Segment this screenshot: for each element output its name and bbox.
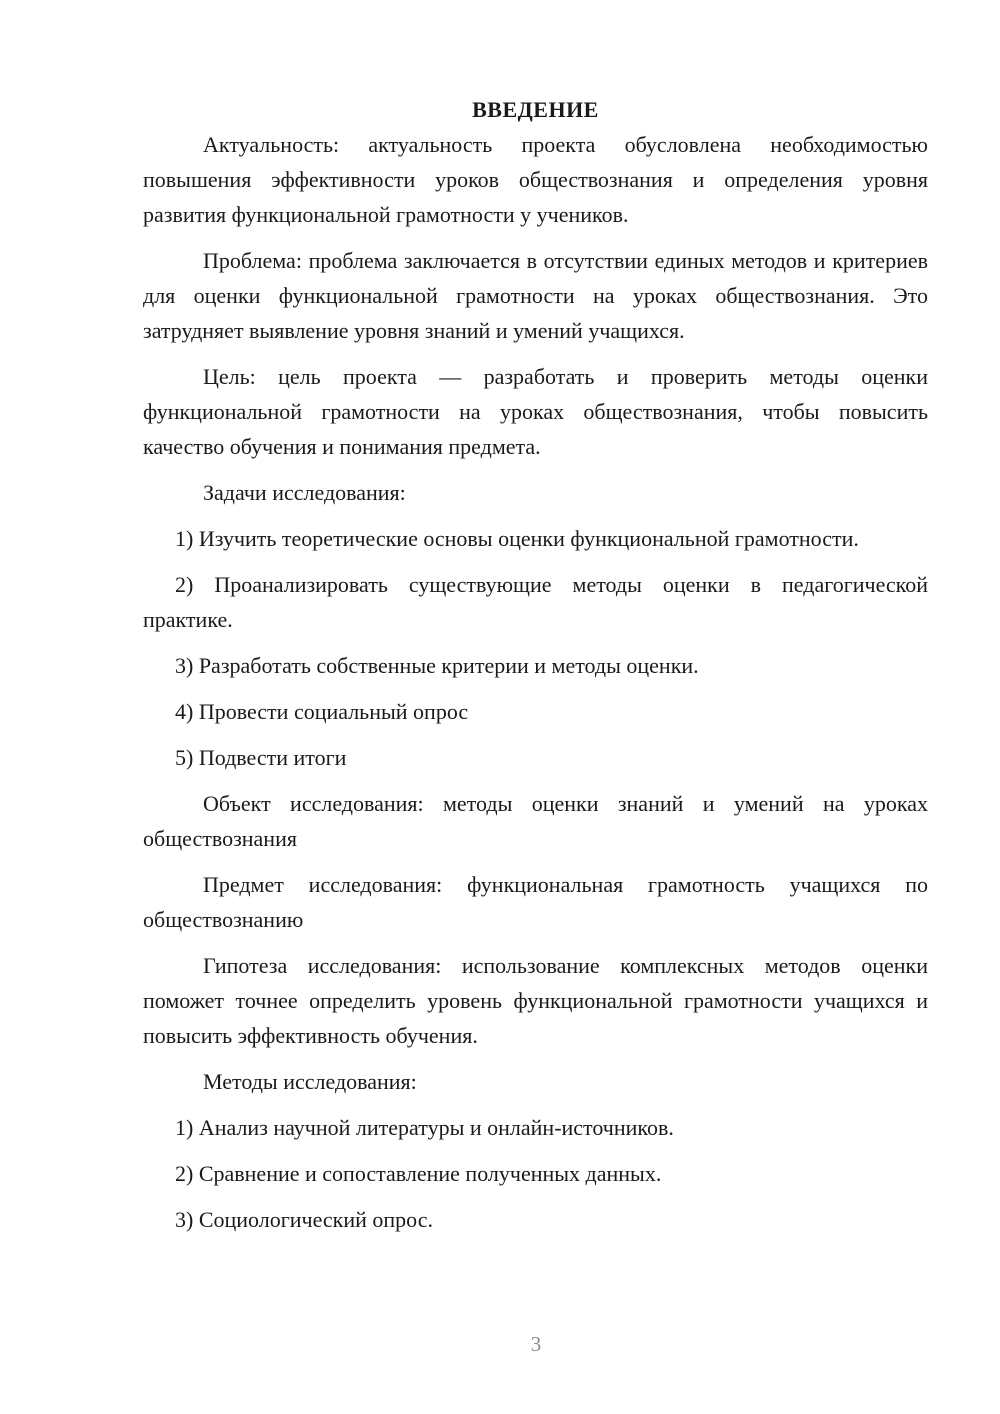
tasks-heading: Задачи исследования: [203,480,406,505]
object-paragraph: Объект исследования: методы оценки знаний и умений на уроках обществознания [143,791,928,851]
method-item: 1) Анализ научной литературы и онлайн-источников. [175,1115,674,1140]
task-item: 5) Подвести итоги [175,745,347,770]
relevance-paragraph: Актуальность: актуальность проекта обусловлена необходимостью повышения эффективности уроков обществознания и определения уровня развития функциональной грамотности у учеников. [143,132,928,227]
subject-paragraph: Предмет исследования: функциональная грамотность учащихся по обществознанию [143,872,928,932]
task-item: 1) Изучить теоретические основы оценки функциональной грамотности. [175,526,859,551]
task-item: 3) Разработать собственные критерии и методы оценки. [175,653,699,678]
method-item: 3) Социологический опрос. [175,1207,433,1232]
methods-heading: Методы исследования: [203,1069,417,1094]
hypothesis-paragraph: Гипотеза исследования: использование комплексных методов оценки поможет точнее определить уровень функциональной грамотности учащихся и повысить эффективность обучения. [143,953,928,1048]
problem-paragraph: Проблема: проблема заключается в отсутствии единых методов и критериев для оценки функциональной грамотности на уроках обществознания. Это затрудняет выявление уровня знаний и умений учащихся. [143,248,928,343]
page-title: ВВЕДЕНИЕ [472,97,599,122]
page-number: 3 [530,1332,542,1356]
task-item: 4) Провести социальный опрос [175,699,469,724]
method-item: 2) Сравнение и сопоставление полученных данных. [175,1161,662,1186]
document-body [143,92,928,1248]
task-item: 2) Проанализировать существующие методы оценки в педагогической практике. [143,572,928,632]
goal-paragraph: Цель: цель проекта — разработать и проверить методы оценки функциональной грамотности на уроках обществознания, чтобы повысить качество обучения и понимания предмета. [143,364,928,459]
